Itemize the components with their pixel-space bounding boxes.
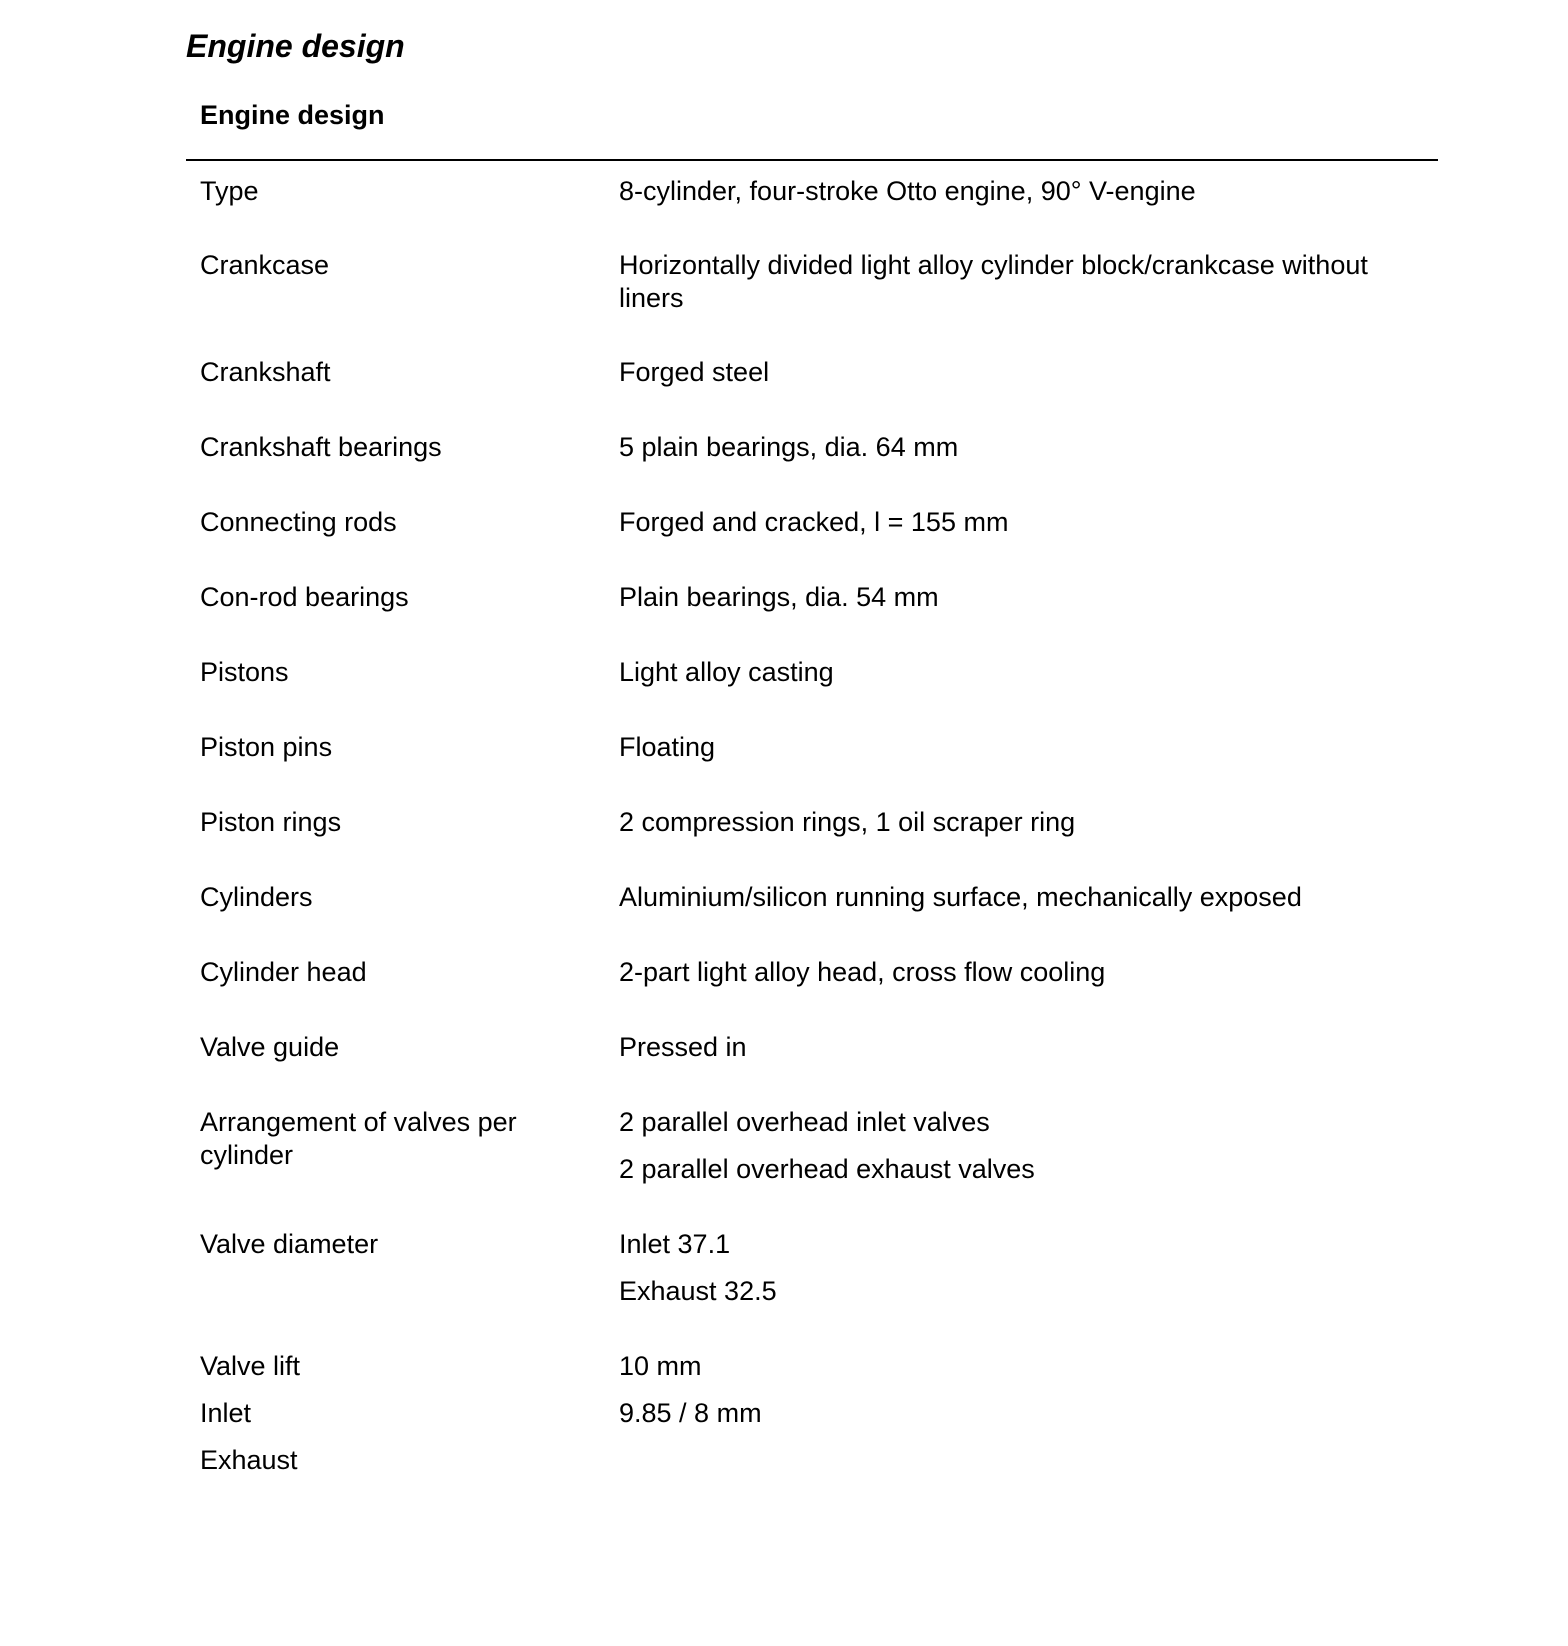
spec-label-piston-rings: Piston rings [200,807,342,837]
spec-label-type: Type [200,176,259,206]
spec-value-valve-lift: 10 mm [619,1351,702,1381]
spec-value-valve-arrangement-inlet: 2 parallel overhead inlet valves [619,1107,990,1137]
spec-label-pistons: Pistons [200,657,289,687]
spec-label-cylinders: Cylinders [200,882,313,912]
spec-label-valve-guide: Valve guide [200,1032,340,1062]
spec-label-crankshaft-bearings: Crankshaft bearings [200,432,442,462]
spec-value-cylinder-head: 2-part light alloy head, cross flow cooling [619,957,1106,987]
spec-label-valve-diameter: Valve diameter [200,1229,379,1259]
section-heading: Engine design [200,100,385,130]
spec-value-type: 8-cylinder, four-stroke Otto engine, 90° V-engine [619,176,1196,206]
spec-label-crankcase: Crankcase [200,250,330,280]
spec-label-cylinder-head: Cylinder head [200,957,367,987]
spec-label-valve-lift: Valve lift [200,1351,301,1381]
page-title: Engine design [186,28,405,64]
spec-label-piston-pins: Piston pins [200,732,333,762]
spec-value-valve-guide: Pressed in [619,1032,747,1062]
spec-value-crankshaft-bearings: 5 plain bearings, dia. 64 mm [619,432,959,462]
spec-label-valve-lift-exhaust: Exhaust [200,1445,298,1475]
spec-value-connecting-rods: Forged and cracked, l = 155 mm [619,507,1009,537]
spec-value-valve-arrangement-exhaust: 2 parallel overhead exhaust valves [619,1154,1035,1184]
spec-value-valve-diameter-inlet: Inlet 37.1 [619,1229,731,1259]
spec-value-piston-rings: 2 compression rings, 1 oil scraper ring [619,807,1076,837]
spec-label-connecting-rods: Connecting rods [200,507,397,537]
spec-value-con-rod-bearings: Plain bearings, dia. 54 mm [619,582,939,612]
engine-spec-table [200,0,1430,1646]
spec-label-crankshaft: Crankshaft [200,357,331,387]
spec-label-con-rod-bearings: Con-rod bearings [200,582,409,612]
spec-value-crankshaft: Forged steel [619,357,770,387]
spec-label-valve-arrangement: Arrangement of valves per cylinder [200,1107,517,1170]
spec-value-crankcase: Horizontally divided light alloy cylinder block/crankcase without liners [619,250,1368,313]
spec-value-piston-pins: Floating [619,732,716,762]
spec-label-valve-lift-inlet: Inlet [200,1398,252,1428]
spec-value-pistons: Light alloy casting [619,657,834,687]
spec-value-valve-lift-inlet: 9.85 / 8 mm [619,1398,762,1428]
spec-value-cylinders: Aluminium/silicon running surface, mechanically exposed [619,882,1302,912]
spec-value-valve-diameter-exhaust: Exhaust 32.5 [619,1276,777,1306]
